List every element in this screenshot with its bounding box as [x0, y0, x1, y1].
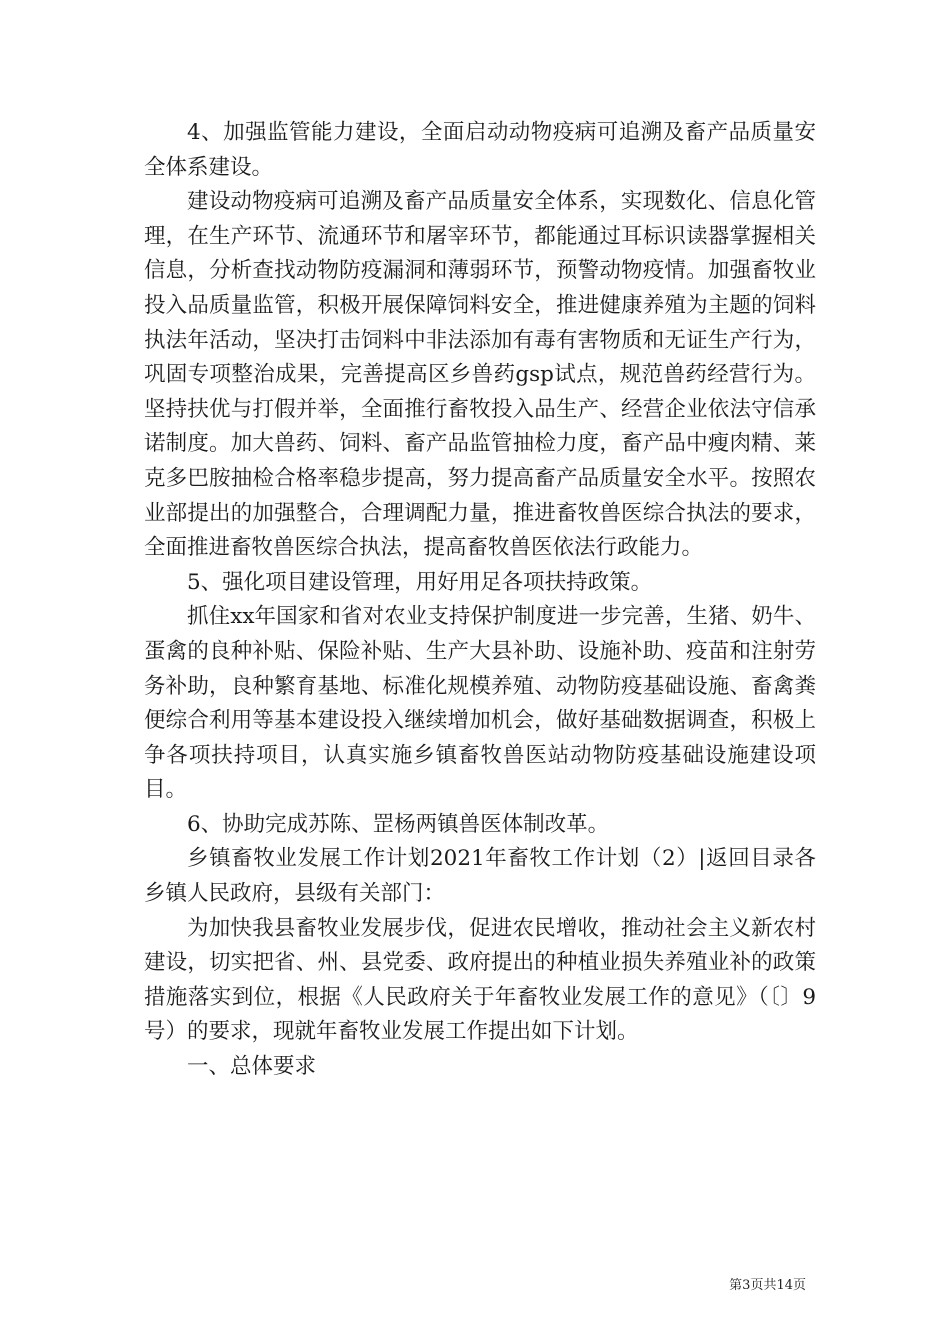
section-heading-5: 5、强化项目建设管理，用好用足各项扶持政策。: [187, 569, 653, 595]
section-heading-4: 4、加强监管能力建设，全面启动动物疫病可追溯及畜产品质量安全体系建设。: [144, 120, 816, 180]
paragraph-support-policy: 抓住xx年国家和省对农业支持保护制度进一步完善，生猪、奶牛、蛋禽的良种补贴、保险补贴、生产大县补助、设施补助、疫苗和注射劳务补助，良种繁育基地、标准化规模养殖、动物防疫基础设施、畜禽粪便综合利用等基本建设投入继续增加机会，做好基础数据调查，积极上争各项扶持项目，认真实施乡镇畜牧兽医站动物防疫基础设施建设项目。: [144, 604, 816, 803]
section-heading-general: 一、总体要求: [187, 1054, 317, 1080]
paragraph-traceability: 建设动物疫病可追溯及畜产品质量安全体系，实现数化、信息化管理，在生产环节、流通环节和屠宰环节，都能通过耳标识读器掌握相关信息，分析查找动物防疫漏洞和薄弱环节，预警动物疫情。加强畜牧业投入品质量监管，积极开展保障饲料安全，推进健康养殖为主题的饲料执法年活动，坚决打击饲料中非法添加有毒有害物质和无证生产行为，巩固专项整治成果，完善提高区乡兽药gsp试点，规范兽药经营行为。坚持扶优与打假并举，全面推行畜牧投入品生产、经营企业依法守信承诺制度。加大兽药、饲料、畜产品监管抽检力度，畜产品中瘦肉精、莱克多巴胺抽检合格率稳步提高，努力提高畜产品质量安全水平。按照农业部提出的加强整合，合理调配力量，推进畜牧兽医综合执法的要求，全面推进畜牧兽医综合执法，提高畜牧兽医依法行政能力。: [144, 189, 816, 561]
section-heading-6: 6、协助完成苏陈、罡杨两镇兽医体制改革。: [187, 811, 610, 837]
document-body: [144, 116, 816, 1085]
paragraph-plan-intro: 为加快我县畜牧业发展步伐，促进农民增收，推动社会主义新农村建设，切实把省、州、县党委、政府提出的种植业损失养殖业补的政策措施落实到位，根据《人民政府关于年畜牧业发展工作的意见》（〔〕9号）的要求，现就年畜牧业发展工作提出如下计划。: [144, 915, 816, 1045]
paragraph-plan-title: 乡镇畜牧业发展工作计划2021年畜牧工作计划（2）|返回目录各乡镇人民政府，县级有关部门：: [144, 846, 816, 907]
page-number: 第3页共14页: [729, 1278, 806, 1293]
